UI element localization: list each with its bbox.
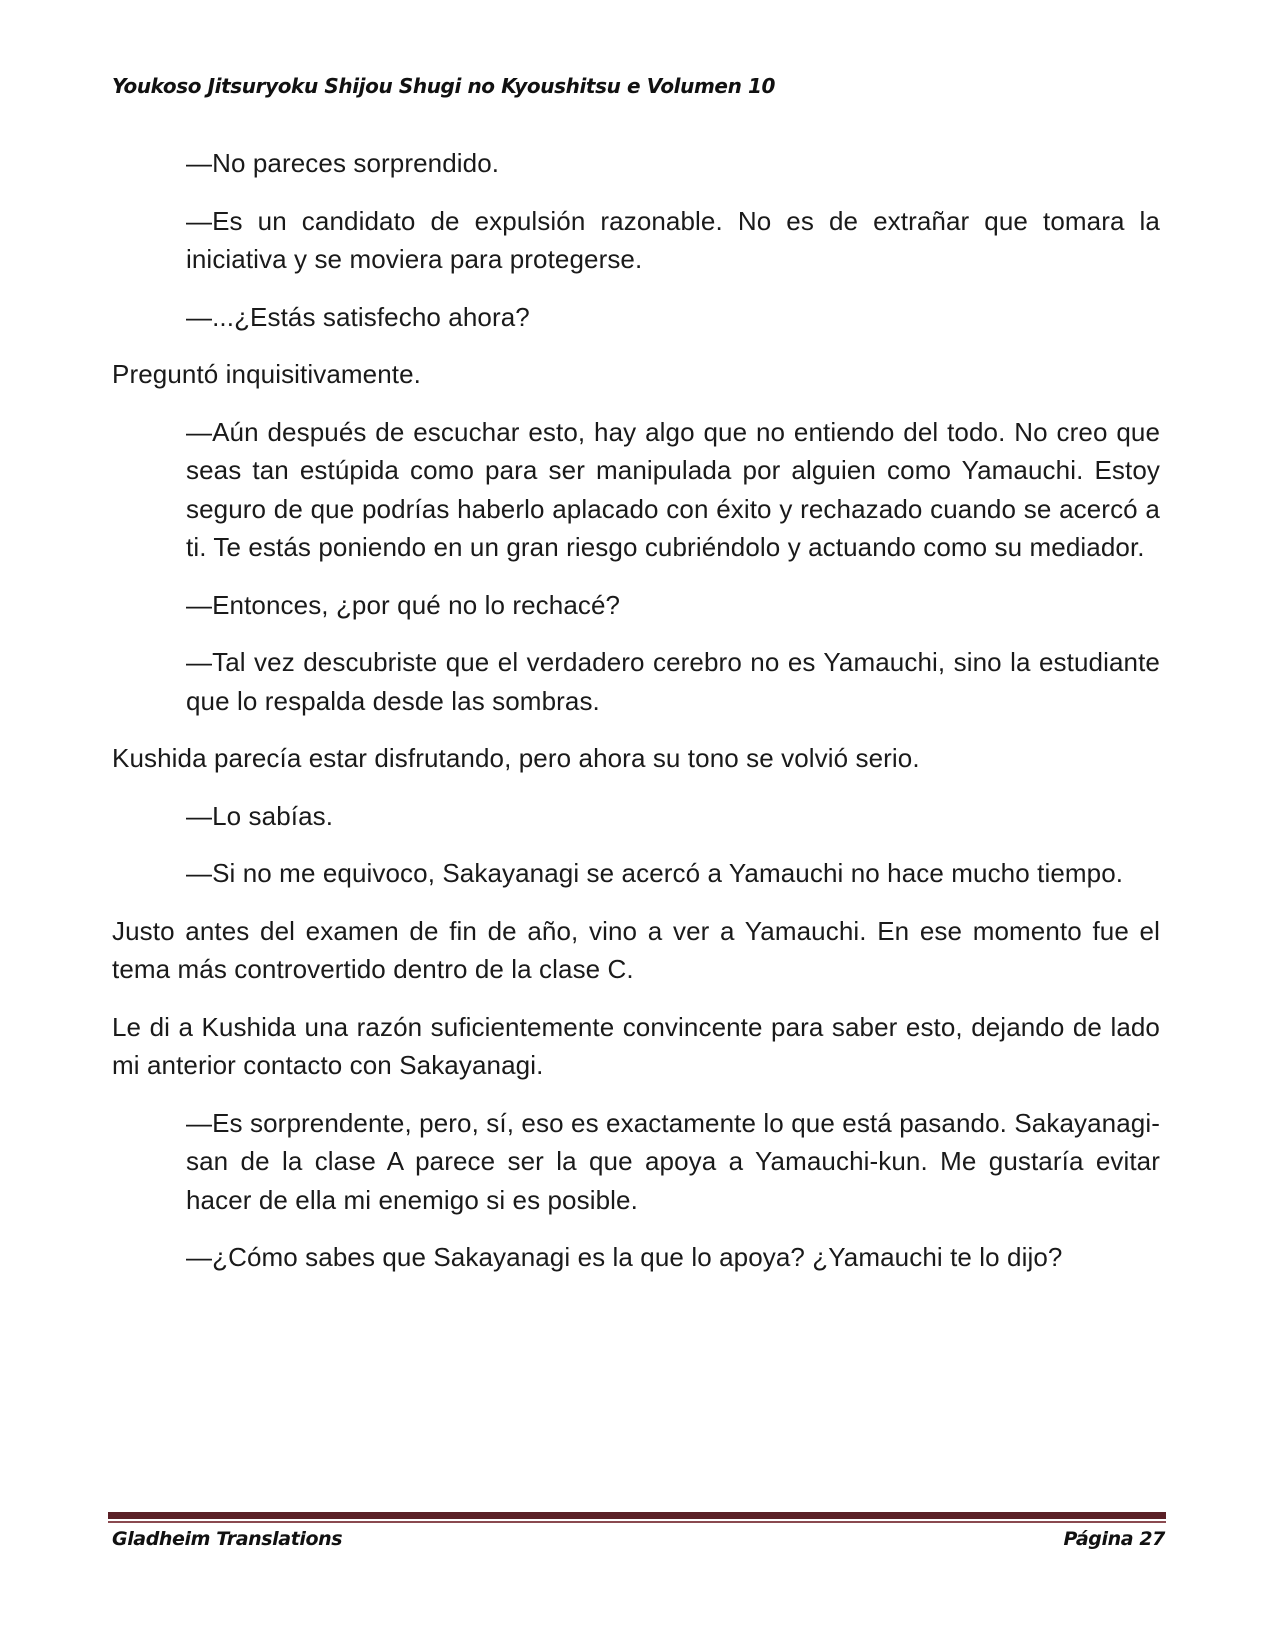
dialog-paragraph: —No pareces sorprendido. (186, 148, 500, 178)
document-body (112, 144, 1160, 1296)
footer-divider-thin (108, 1521, 1166, 1523)
narration-paragraph: Kushida parecía estar disfrutando, pero ahora su tono se volvió serio. (112, 743, 920, 773)
dialog-paragraph: —Lo sabías. (186, 800, 334, 831)
dialog-paragraph: —Aún después de escuchar esto, hay algo que no entiendo del todo. No creo que seas tan estúpida como para ser manipulada por alguien como Yamauchi. Estoy seguro de que podrías haberlo aplacado con éxito y rechazado cuando se acercó a ti. Te estás poniendo en un gran riesgo cubriéndolo y actuando como su mediador. (186, 416, 1160, 562)
page-header-title: Youkoso Jitsuryoku Shijou Shugi no Kyoushitsu e Volumen 10 (112, 74, 776, 98)
dialog-paragraph: —Si no me equivoco, Sakayanagi se acercó a Yamauchi no hace mucho tiempo. (186, 858, 1124, 888)
dialog-paragraph: —Es sorprendente, pero, sí, eso es exactamente lo que está pasando. Sakayanagi-san de la clase A parece ser la que apoya a Yamauchi-kun. Me gustaría evitar hacer de ella mi enemigo si es posible. (186, 1107, 1160, 1215)
dialog-paragraph: —Entonces, ¿por qué no lo rechacé? (186, 589, 621, 620)
dialog-paragraph: —¿Cómo sabes que Sakayanagi es la que lo apoya? ¿Yamauchi te lo dijo? (186, 1242, 1063, 1272)
footer-page-number: Página 27 (1063, 1528, 1165, 1550)
narration-paragraph: Preguntó inquisitivamente. (112, 359, 422, 389)
footer-divider (108, 1512, 1166, 1519)
footer-translator: Gladheim Translations (112, 1528, 343, 1550)
narration-paragraph: Le di a Kushida una razón suficientemente convincente para saber esto, dejando de lado mi anterior contacto con Sakayanagi. (112, 1011, 1160, 1080)
dialog-paragraph: —...¿Estás satisfecho ahora? (186, 301, 530, 332)
narration-paragraph: Justo antes del examen de fin de año, vino a ver a Yamauchi. En ese momento fue el tema más controvertido dentro de la clase C. (112, 915, 1160, 984)
dialog-paragraph: —Es un candidato de expulsión razonable. No es de extrañar que tomara la iniciativa y se moviera para protegerse. (186, 205, 1160, 274)
dialog-paragraph: —Tal vez descubriste que el verdadero cerebro no es Yamauchi, sino la estudiante que lo respalda desde las sombras. (186, 647, 1160, 716)
